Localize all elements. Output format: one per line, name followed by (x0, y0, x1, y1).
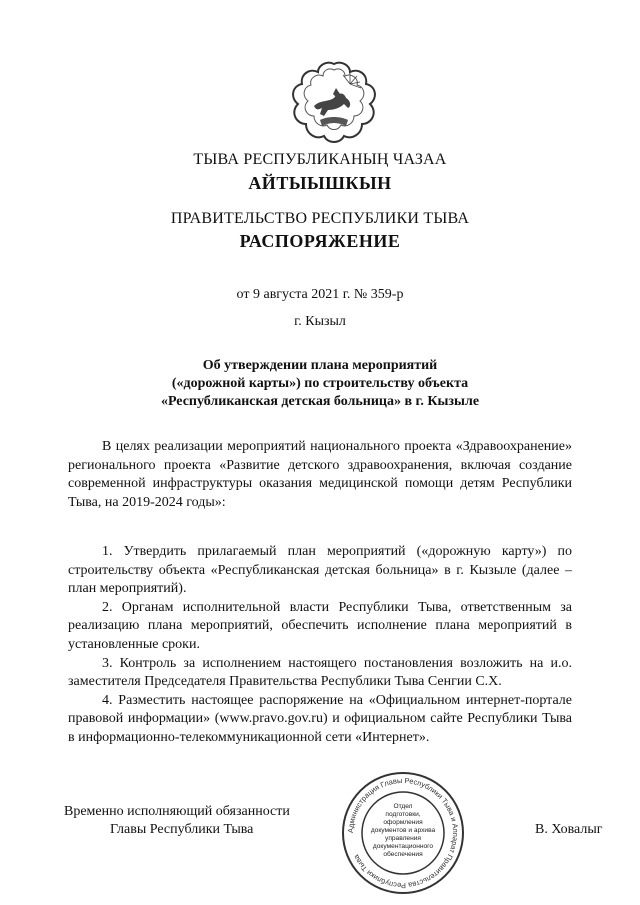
order-item-1: 1. Утвердить прилагаемый план мероприятий («дорожную карту») по строительству объекта «Республиканская детская больница» в г. Кызыле (далее – план мероприятий). (68, 544, 572, 597)
document-title (100, 357, 540, 411)
stamp-center-line: управления (385, 835, 421, 842)
stamp-center-line: подготовки, (385, 811, 421, 818)
header-tuvan-government: ТЫВА РЕСПУБЛИКАНЫҢ ЧАЗАА (193, 151, 447, 168)
title-line: («дорожной карты») по строительству объекта (171, 376, 469, 391)
stamp-center-line: обеспечения (383, 851, 423, 858)
stamp-ring-text: Администрация Главы Республики Тыва и Аппарат Правительства Республики Тыва (345, 775, 461, 891)
document-date-number: от 9 августа 2021 г. № 359-р (236, 287, 404, 302)
signatory-position (64, 803, 290, 839)
order-item-2: 2. Органам исполнительной власти Республики Тыва, ответственным за реализацию плана мероприятий, обеспечить исполнение плана мероприятий в установленные сроки. (68, 599, 572, 652)
official-stamp (340, 770, 466, 896)
signatory-name: В. Ховалыг (535, 822, 603, 837)
intro-paragraph: В целях реализации мероприятий национального проекта «Здравоохранение» регионального проекта «Развитие детского здравоохранения, включая создание современной инфраструктуры оказания медицинской помощи детям Республики Тыва, на 2019-2024 годы»: (68, 439, 572, 510)
stamp-center-line: Отдел (393, 803, 413, 810)
stamp-center-line: документов и архива (370, 827, 436, 834)
order-item-4: 4. Разместить настоящее распоряжение на «Официальном интернет-портале правовой информации» (www.pravo.gov.ru) и официальном сайте Республики Тыва в информационно-телекоммуникационной сети «Интернет». (68, 692, 572, 745)
stamp-center-line: оформления (383, 819, 423, 826)
order-item-3: 3. Контроль за исполнением настоящего постановления возложить на и.о. заместителя Председателя Правительства Республики Тыва Сенгии С.Х. (68, 655, 572, 690)
order-items (68, 543, 572, 748)
stamp-center-line: документационного (372, 843, 434, 850)
intro-paragraph-block (68, 438, 572, 512)
header-doc-type: РАСПОРЯЖЕНИЕ (239, 231, 401, 251)
tuva-emblem-icon (290, 58, 378, 144)
signatory-position-line: Главы Республики Тыва (110, 822, 254, 837)
header-tuvan-doc-type: АЙТЫЫШКЫН (248, 173, 392, 193)
header-government: ПРАВИТЕЛЬСТВО РЕСПУБЛИКИ ТЫВА (170, 210, 470, 227)
document-city: г. Кызыл (294, 314, 346, 329)
title-line: «Республиканская детская больница» в г. Кызыле (160, 394, 480, 409)
signatory-position-line: Временно исполняющий обязанности (64, 804, 290, 819)
title-line: Об утверждении плана мероприятий (202, 358, 438, 373)
